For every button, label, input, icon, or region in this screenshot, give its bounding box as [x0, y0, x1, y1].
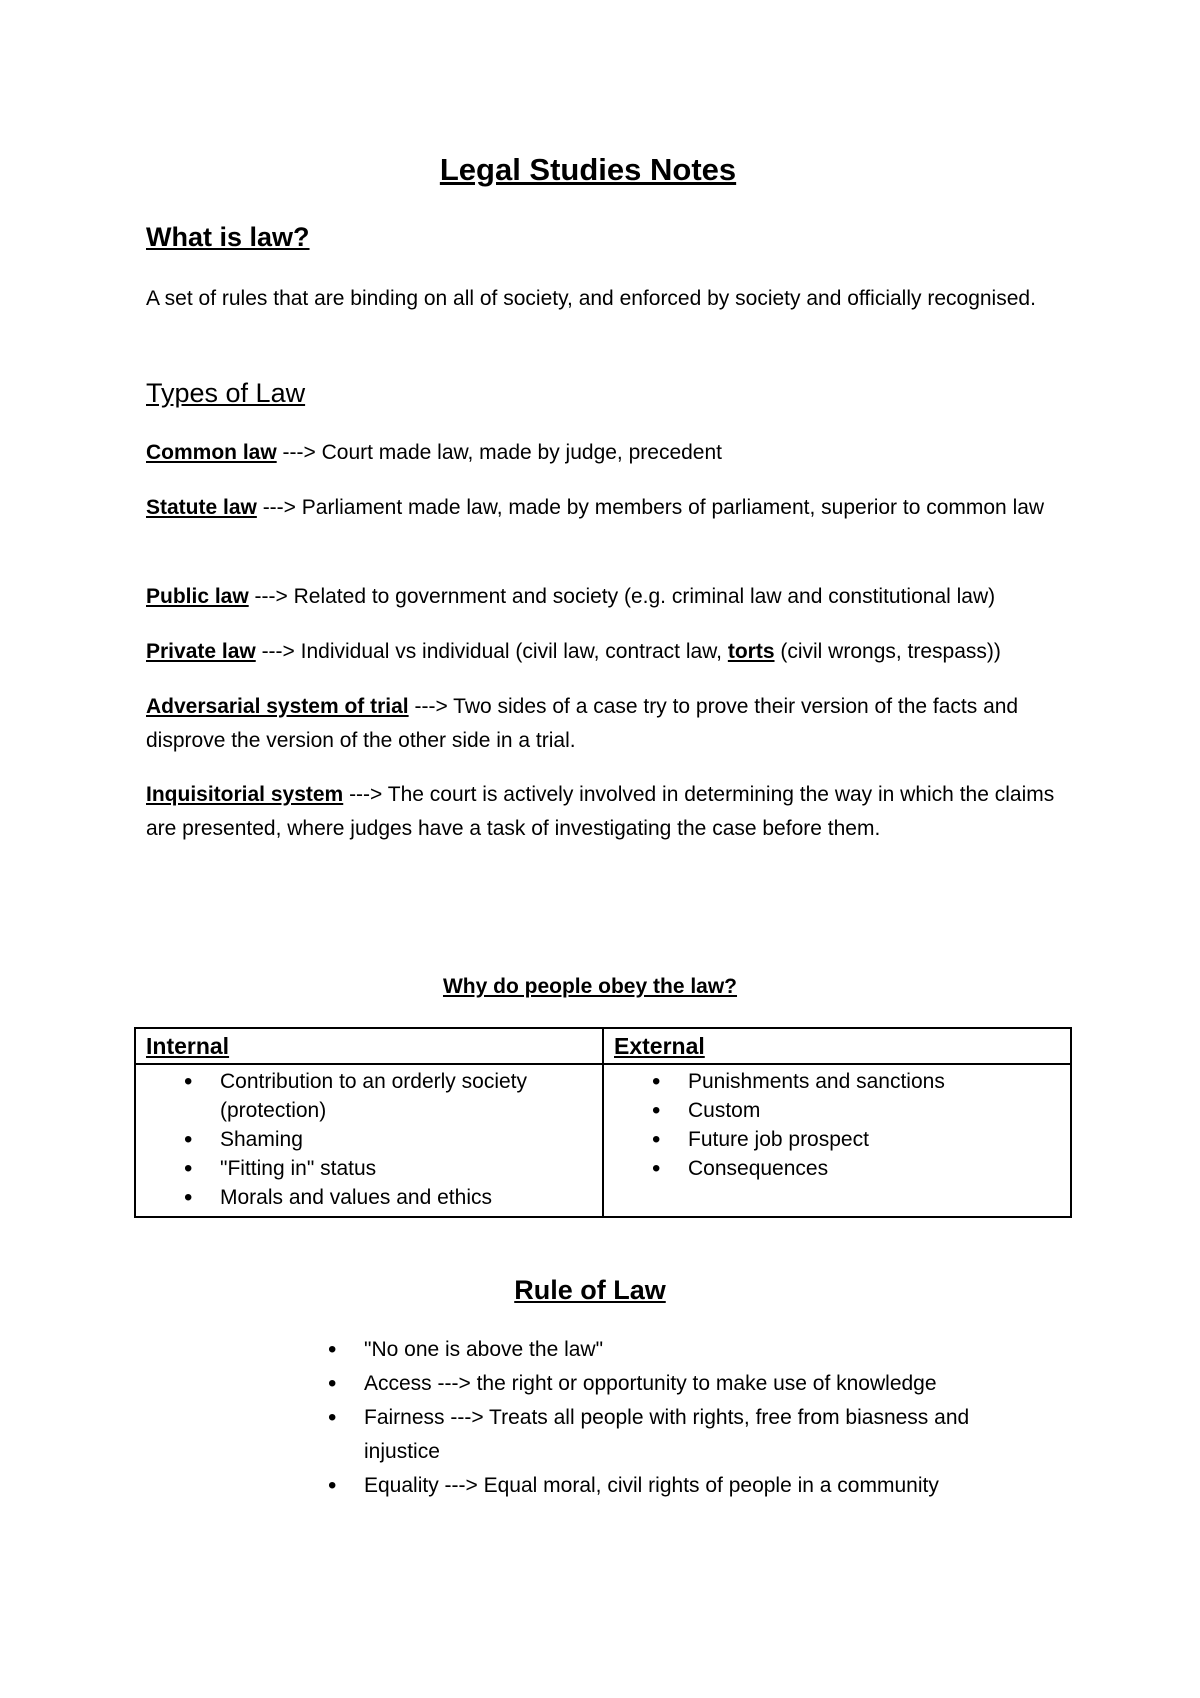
types-of-law-heading: Types of Law [146, 378, 306, 408]
table-header-row [135, 1028, 1071, 1064]
rule-of-law-heading: Rule of Law [514, 1275, 666, 1305]
term-description: ---> Parliament made law, made by members of parliament, superior to common law [256, 496, 1045, 519]
list-item: • Custom [688, 1096, 1070, 1125]
term-label: Common law [146, 441, 277, 464]
table-row [135, 1064, 1071, 1217]
list-item: • Consequences [688, 1154, 1070, 1183]
list-item: • "Fitting in" status [220, 1154, 602, 1183]
list-item: • Punishments and sanctions [688, 1067, 1070, 1096]
list-item: • Future job prospect [688, 1125, 1070, 1154]
term-description: ---> The court is actively involved in determining the way in which the claims are presented, where judges have a task of investigating the case before them. [146, 783, 1055, 840]
obey-table [134, 1027, 1072, 1218]
external-list [604, 1067, 1070, 1183]
type-inquisitorial-system [146, 778, 1066, 846]
internal-list [136, 1067, 602, 1212]
type-statute-law [146, 491, 1066, 525]
term-description: ---> Court made law, made by judge, precedent [276, 441, 723, 464]
term-torts: torts [727, 640, 775, 663]
what-is-law-heading: What is law? [146, 222, 310, 252]
type-private-law [146, 635, 1066, 669]
term-label: Statute law [146, 496, 257, 519]
obey-heading: Why do people obey the law? [442, 975, 738, 998]
list-item: • Contribution to an orderly society (protection) [220, 1067, 602, 1125]
rule-of-law-list [364, 1333, 1044, 1503]
type-common-law [146, 436, 1066, 470]
term-description-2: (civil wrongs, trespass)) [774, 640, 1001, 663]
list-item: • Morals and values and ethics [220, 1183, 602, 1212]
list-item: • Shaming [220, 1125, 602, 1154]
term-label: Inquisitorial system [146, 783, 344, 806]
term-description: ---> Individual vs individual (civil law, contract law, [255, 640, 728, 663]
external-header: External [603, 1028, 1071, 1064]
internal-header: Internal [135, 1028, 603, 1064]
list-item: • Fairness ---> Treats all people with rights, free from biasness and injustice [364, 1401, 1044, 1469]
list-item: • Equality ---> Equal moral, civil rights of people in a community [364, 1469, 1044, 1503]
what-is-law-definition: A set of rules that are binding on all of society, and enforced by society and officially recognised. [146, 287, 1036, 310]
page-title: Legal Studies Notes [439, 152, 737, 187]
internal-cell [135, 1064, 603, 1217]
term-description: ---> Two sides of a case try to prove their version of the facts and disprove the version of the other side in a trial. [146, 695, 1019, 752]
term-label: Public law [146, 585, 249, 608]
list-item: • Access ---> the right or opportunity to make use of knowledge [364, 1367, 1044, 1401]
term-label: Adversarial system of trial [146, 695, 409, 718]
term-label: Private law [146, 640, 256, 663]
type-public-law [146, 580, 1066, 614]
term-description: ---> Related to government and society (e.g. criminal law and constitutional law) [248, 585, 996, 608]
type-adversarial-system [146, 690, 1066, 758]
list-item: • "No one is above the law" [364, 1333, 1044, 1367]
external-cell [603, 1064, 1071, 1217]
